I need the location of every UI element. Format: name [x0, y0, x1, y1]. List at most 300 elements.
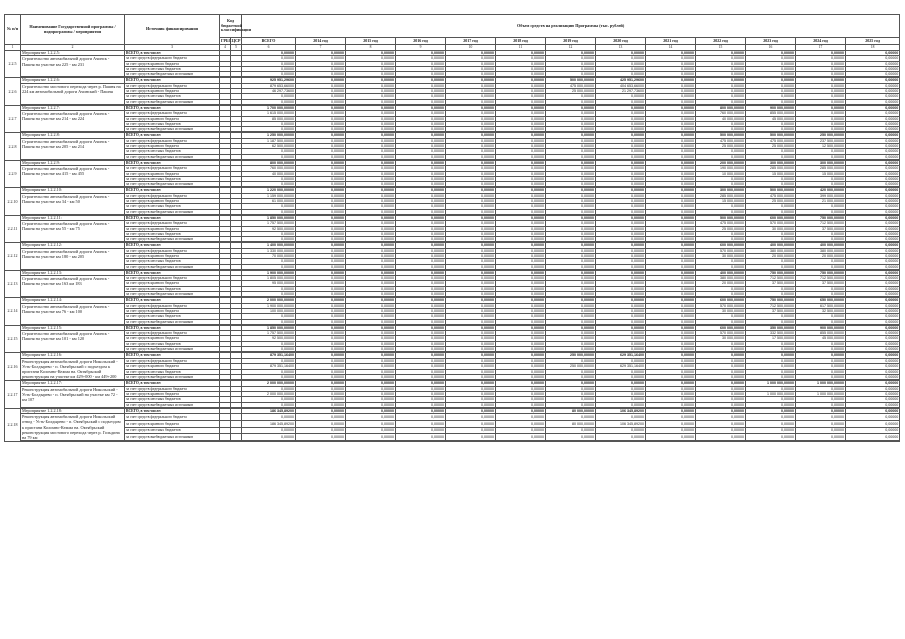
year-value: 0,00000 — [496, 133, 546, 138]
year-value: 0,00000 — [296, 281, 346, 286]
column-number: 15 — [696, 45, 746, 51]
year-value: 0,00000 — [446, 292, 496, 297]
year-value: 0,00000 — [346, 374, 396, 379]
year-value: 380 000,00000 — [696, 276, 746, 281]
year-value: 0,00000 — [496, 160, 546, 165]
funding-source: за счет средств федерального бюджета — [125, 83, 220, 88]
table-row — [5, 420, 900, 427]
year-value: 0,00000 — [696, 237, 746, 242]
total-value: 61 000,00000 — [242, 199, 296, 204]
year-value: 0,00000 — [296, 149, 346, 154]
year-value: 0,00000 — [646, 248, 696, 253]
year-value: 0,00000 — [646, 226, 696, 231]
year-value: 0,00000 — [546, 182, 596, 187]
year-value: 0,00000 — [646, 149, 696, 154]
year-value: 0,00000 — [796, 374, 846, 379]
year-value: 570 000,00000 — [696, 331, 746, 336]
year-value: 250 000,00000 — [546, 353, 596, 358]
year-value: 0,00000 — [396, 199, 446, 204]
funding-source: за счет средств краевого бюджета — [125, 253, 220, 258]
year-value: 0,00000 — [546, 116, 596, 121]
year-value: 0,00000 — [546, 427, 596, 434]
total-value: 0,00000 — [242, 121, 296, 126]
year-value: 0,00000 — [346, 144, 396, 149]
year-value: 0,00000 — [496, 381, 546, 386]
year-value: 0,00000 — [496, 94, 546, 99]
year-value: 21 000,00000 — [796, 199, 846, 204]
funding-source: за счет средств местных бюджетов — [125, 204, 220, 209]
year-value: 0,00000 — [446, 420, 496, 427]
year-value: 0,00000 — [646, 336, 696, 341]
year-value: 0,00000 — [346, 264, 396, 269]
year-value: 0,00000 — [296, 319, 346, 324]
document-page — [4, 14, 899, 442]
year-value: 0,00000 — [846, 144, 900, 149]
year-value: 0,00000 — [646, 374, 696, 379]
year-value: 855 000,00000 — [796, 331, 846, 336]
year-value: 300 000,00000 — [746, 160, 796, 165]
year-value: 0,00000 — [596, 188, 646, 193]
year-value: 0,00000 — [546, 160, 596, 165]
year-value: 0,00000 — [396, 56, 446, 61]
year-value: 0,00000 — [796, 78, 846, 83]
year-value: 0,00000 — [596, 127, 646, 132]
total-value: 1 757 500,00000 — [242, 331, 296, 336]
year-value: 0,00000 — [796, 386, 846, 391]
year-value: 1 000 000,00000 — [746, 381, 796, 386]
year-value: 0,00000 — [396, 308, 446, 313]
year-value: 0,00000 — [646, 298, 696, 303]
funding-source: за счет средств внебюджетных источников — [125, 154, 220, 159]
year-value: 1 000 000,00000 — [796, 392, 846, 397]
year-value: 0,00000 — [546, 336, 596, 341]
year-value: 0,00000 — [746, 99, 796, 104]
year-value: 0,00000 — [846, 127, 900, 132]
year-value: 0,00000 — [596, 341, 646, 346]
year-value: 0,00000 — [446, 176, 496, 181]
year-value: 0,00000 — [846, 341, 900, 346]
year-value: 37 500,00000 — [746, 281, 796, 286]
total-value: 40 000,00000 — [242, 171, 296, 176]
year-value: 0,00000 — [296, 414, 346, 421]
total-value: 1 900 000,00000 — [242, 270, 296, 275]
year-value: 0,00000 — [346, 325, 396, 330]
year-value: 0,00000 — [346, 166, 396, 171]
csr-cell — [231, 434, 242, 441]
year-value: 0,00000 — [296, 160, 346, 165]
year-value: 0,00000 — [546, 392, 596, 397]
header-row-main — [5, 15, 900, 38]
year-value: 0,00000 — [846, 420, 900, 427]
year-value: 0,00000 — [396, 369, 446, 374]
funding-source: за счет средств местных бюджетов — [125, 176, 220, 181]
year-value: 0,00000 — [446, 94, 496, 99]
year-value: 0,00000 — [396, 243, 446, 248]
funding-source: за счет средств федерального бюджета — [125, 193, 220, 198]
total-value: 1 250 000,00000 — [242, 133, 296, 138]
year-value: 0,00000 — [846, 204, 900, 209]
column-number: 9 — [396, 45, 446, 51]
year-value: 0,00000 — [546, 188, 596, 193]
year-value: 0,00000 — [396, 127, 446, 132]
year-value: 190 000,00000 — [696, 166, 746, 171]
year-value: 0,00000 — [696, 434, 746, 441]
year-value: 0,00000 — [496, 89, 546, 94]
total-value: 0,00000 — [242, 358, 296, 363]
funding-source: за счет средств местных бюджетов — [125, 149, 220, 154]
year-value: 0,00000 — [296, 166, 346, 171]
year-value: 10 000,00000 — [696, 171, 746, 176]
year-value: 400 000,00000 — [796, 243, 846, 248]
year-value: 0,00000 — [346, 231, 396, 236]
year-value: 0,00000 — [396, 331, 446, 336]
year-value: 0,00000 — [396, 204, 446, 209]
year-value: 0,00000 — [446, 402, 496, 407]
year-value: 0,00000 — [846, 408, 900, 413]
funding-source: ВСЕГО, в том числе: — [125, 105, 220, 110]
year-value: 0,00000 — [496, 253, 546, 258]
year-value: 0,00000 — [796, 149, 846, 154]
year-value: 0,00000 — [546, 72, 596, 77]
total-value: 879 351,16400 — [242, 364, 296, 369]
year-value: 0,00000 — [596, 358, 646, 363]
year-value: 0,00000 — [596, 392, 646, 397]
year-value: 0,00000 — [446, 248, 496, 253]
year-value: 0,00000 — [446, 89, 496, 94]
year-value: 0,00000 — [496, 66, 546, 71]
year-value: 0,00000 — [546, 264, 596, 269]
year-value: 0,00000 — [346, 364, 396, 369]
year-value: 0,00000 — [746, 149, 796, 154]
year-value: 0,00000 — [396, 286, 446, 291]
year-value: 0,00000 — [646, 133, 696, 138]
year-value: 0,00000 — [646, 209, 696, 214]
year-value: 0,00000 — [696, 381, 746, 386]
year-value: 0,00000 — [746, 364, 796, 369]
year-value: 399 000,00000 — [796, 193, 846, 198]
year-value: 0,00000 — [696, 314, 746, 319]
year-value: 0,00000 — [446, 276, 496, 281]
year-value: 0,00000 — [296, 248, 346, 253]
funding-source: за счет средств федерального бюджета — [125, 358, 220, 363]
year-value: 0,00000 — [696, 364, 746, 369]
year-value: 0,00000 — [346, 99, 396, 104]
year-value: 0,00000 — [596, 325, 646, 330]
year-value: 0,00000 — [496, 61, 546, 66]
total-value: 0,00000 — [242, 56, 296, 61]
year-value: 0,00000 — [646, 402, 696, 407]
year-value: 0,00000 — [446, 374, 496, 379]
funding-source: за счет средств краевого бюджета — [125, 281, 220, 286]
year-value: 0,00000 — [346, 111, 396, 116]
total-value: 0,00000 — [242, 414, 296, 421]
year-value: 0,00000 — [596, 253, 646, 258]
year-value: 0,00000 — [596, 121, 646, 126]
year-value: 0,00000 — [746, 420, 796, 427]
year-value: 0,00000 — [446, 392, 496, 397]
total-value: 1 220 000,00000 — [242, 188, 296, 193]
year-value: 0,00000 — [846, 215, 900, 220]
column-number: 16 — [746, 45, 796, 51]
header-year: 2025 год — [846, 38, 900, 45]
year-value: 0,00000 — [396, 231, 446, 236]
year-value: 0,00000 — [746, 414, 796, 421]
event-title: Реконструкция автомобильной дороги Никольский - Усть-Болдырево - п. Октябрьский на участке км 72 - км 107 — [21, 386, 125, 407]
year-value: 0,00000 — [646, 193, 696, 198]
year-value: 0,00000 — [346, 204, 396, 209]
header-funds: Объем средств на реализацию Программы (тыс. рублей) — [242, 15, 900, 38]
year-value: 0,00000 — [346, 336, 396, 341]
year-value: 0,00000 — [796, 420, 846, 427]
year-value: 0,00000 — [696, 99, 746, 104]
year-value: 0,00000 — [496, 427, 546, 434]
year-value: 0,00000 — [296, 259, 346, 264]
event-label: Мероприятие 1.2.2.13: — [21, 270, 125, 275]
year-value: 0,00000 — [446, 61, 496, 66]
year-value: 0,00000 — [446, 303, 496, 308]
funding-source: за счет средств краевого бюджета — [125, 226, 220, 231]
total-value: 2 000 000,00000 — [242, 298, 296, 303]
year-value: 30 000,00000 — [696, 253, 746, 258]
year-value: 750 000,00000 — [746, 298, 796, 303]
event-label: Мероприятие 1.2.2.11: — [21, 215, 125, 220]
year-value: 0,00000 — [646, 78, 696, 83]
year-value: 0,00000 — [546, 144, 596, 149]
year-value: 0,00000 — [446, 193, 496, 198]
year-value: 0,00000 — [446, 51, 496, 56]
year-value: 0,00000 — [296, 226, 346, 231]
year-value: 0,00000 — [696, 408, 746, 413]
year-value: 0,00000 — [396, 166, 446, 171]
year-value: 0,00000 — [646, 182, 696, 187]
year-value: 0,00000 — [296, 276, 346, 281]
year-value: 0,00000 — [346, 127, 396, 132]
year-value: 0,00000 — [346, 292, 396, 297]
funding-source: за счет средств краевого бюджета — [125, 199, 220, 204]
year-value: 600 000,00000 — [696, 298, 746, 303]
year-value: 0,00000 — [296, 237, 346, 242]
year-value: 0,00000 — [646, 397, 696, 402]
year-value: 285 000,00000 — [796, 166, 846, 171]
year-value: 0,00000 — [546, 237, 596, 242]
year-value: 20 000,00000 — [746, 253, 796, 258]
year-value: 0,00000 — [296, 105, 346, 110]
year-value: 600 000,00000 — [696, 243, 746, 248]
year-value: 0,00000 — [496, 237, 546, 242]
year-value: 0,00000 — [846, 253, 900, 258]
year-value: 0,00000 — [596, 319, 646, 324]
event-title: Строительство автомобильной дороги Ачинск - Пашня на участке км 180 - км 205 — [21, 248, 125, 269]
year-value: 0,00000 — [746, 402, 796, 407]
year-value: 0,00000 — [346, 408, 396, 413]
year-value: 0,00000 — [346, 434, 396, 441]
year-value: 0,00000 — [846, 353, 900, 358]
year-value: 237 500,00000 — [796, 138, 846, 143]
event-title: Строительство автомобильной дороги Ачинск - Пашня на участке км 163 км 183 — [21, 276, 125, 297]
year-value: 0,00000 — [746, 72, 796, 77]
total-value: 1 159 000,00000 — [242, 193, 296, 198]
column-number: 13 — [596, 45, 646, 51]
year-value: 0,00000 — [796, 347, 846, 352]
year-value: 0,00000 — [596, 243, 646, 248]
year-value: 0,00000 — [296, 83, 346, 88]
funding-source: за счет средств внебюджетных источников — [125, 99, 220, 104]
year-value: 0,00000 — [696, 420, 746, 427]
year-value: 0,00000 — [396, 188, 446, 193]
year-value: 475 000,00000 — [746, 138, 796, 143]
year-value: 855 000,00000 — [746, 111, 796, 116]
year-value: 0,00000 — [596, 298, 646, 303]
year-value: 332 500,00000 — [746, 331, 796, 336]
year-value: 25 000,00000 — [746, 144, 796, 149]
year-value: 420 000,00000 — [796, 188, 846, 193]
column-number: 18 — [846, 45, 900, 51]
year-value: 0,00000 — [346, 414, 396, 421]
year-value: 0,00000 — [596, 133, 646, 138]
year-value: 0,00000 — [446, 99, 496, 104]
year-value: 0,00000 — [296, 221, 346, 226]
year-value: 0,00000 — [446, 427, 496, 434]
total-value: 0,00000 — [242, 319, 296, 324]
year-value: 0,00000 — [846, 160, 900, 165]
year-value: 0,00000 — [346, 226, 396, 231]
year-value: 0,00000 — [496, 347, 546, 352]
year-value: 0,00000 — [746, 264, 796, 269]
year-value: 0,00000 — [396, 434, 446, 441]
column-number: 8 — [346, 45, 396, 51]
year-value: 0,00000 — [846, 314, 900, 319]
year-value: 0,00000 — [846, 434, 900, 441]
year-value: 0,00000 — [846, 193, 900, 198]
funding-source: за счет средств федерального бюджета — [125, 386, 220, 391]
year-value: 106 345,89200 — [596, 420, 646, 427]
column-number: 14 — [646, 45, 696, 51]
year-value: 0,00000 — [596, 331, 646, 336]
year-value: 0,00000 — [446, 253, 496, 258]
year-value: 0,00000 — [546, 215, 596, 220]
year-value: 0,00000 — [846, 231, 900, 236]
total-value: 0,00000 — [242, 182, 296, 187]
year-value: 0,00000 — [746, 176, 796, 181]
funding-source: за счет средств краевого бюджета — [125, 392, 220, 397]
year-value: 0,00000 — [446, 72, 496, 77]
year-value: 45 000,00000 — [796, 336, 846, 341]
year-value: 0,00000 — [846, 94, 900, 99]
funding-source: за счет средств федерального бюджета — [125, 331, 220, 336]
year-value: 712 500,00000 — [796, 221, 846, 226]
year-value: 0,00000 — [646, 325, 696, 330]
year-value: 80 000,00000 — [546, 420, 596, 427]
year-value: 0,00000 — [346, 193, 396, 198]
year-value: 0,00000 — [346, 358, 396, 363]
year-value: 0,00000 — [546, 248, 596, 253]
total-value: 0,00000 — [242, 286, 296, 291]
year-value: 0,00000 — [646, 56, 696, 61]
header-year: 2018 год — [496, 38, 546, 45]
year-value: 0,00000 — [596, 237, 646, 242]
total-value: 0,00000 — [242, 154, 296, 159]
event-title: Строительство мостового перехода через р. Пашня на 224 км автомобильной дороги Ачинский - Пашня — [21, 83, 125, 104]
year-value: 0,00000 — [746, 154, 796, 159]
event-label: Мероприятие 1.2.2.9: — [21, 160, 125, 165]
year-value: 712 500,00000 — [746, 303, 796, 308]
year-value: 0,00000 — [396, 138, 446, 143]
year-value: 0,00000 — [696, 121, 746, 126]
table-row — [5, 434, 900, 441]
year-value: 0,00000 — [396, 215, 446, 220]
year-value: 0,00000 — [596, 204, 646, 209]
year-value: 0,00000 — [496, 111, 546, 116]
funding-source: ВСЕГО, в том числе: — [125, 243, 220, 248]
year-value: 0,00000 — [596, 144, 646, 149]
year-value: 0,00000 — [596, 61, 646, 66]
event-title: Строительство автомобильной дороги Ачинск - Пашня на участке км 214 - км 224 — [21, 111, 125, 132]
year-value: 0,00000 — [446, 209, 496, 214]
total-value: 100 000,00000 — [242, 308, 296, 313]
year-value: 0,00000 — [746, 209, 796, 214]
year-value: 0,00000 — [796, 358, 846, 363]
funding-source: за счет средств федерального бюджета — [125, 248, 220, 253]
year-value: 0,00000 — [796, 434, 846, 441]
total-value: 0,00000 — [242, 427, 296, 434]
total-value: 1 757 500,00000 — [242, 221, 296, 226]
year-value: 200 000,00000 — [696, 160, 746, 165]
year-value: 0,00000 — [396, 270, 446, 275]
year-value: 0,00000 — [346, 171, 396, 176]
year-value: 0,00000 — [346, 94, 396, 99]
year-value: 0,00000 — [446, 336, 496, 341]
year-value: 0,00000 — [796, 204, 846, 209]
year-value: 0,00000 — [696, 83, 746, 88]
year-value: 0,00000 — [846, 209, 900, 214]
event-title: Строительство автомобильной дороги Ачинск - Пашня на участке км 415 - км 455 — [21, 166, 125, 187]
year-value: 0,00000 — [546, 56, 596, 61]
year-value: 0,00000 — [446, 243, 496, 248]
year-value: 0,00000 — [396, 154, 446, 159]
year-value: 0,00000 — [296, 138, 346, 143]
funding-source: за счет средств внебюджетных источников — [125, 182, 220, 187]
year-value: 37 500,00000 — [746, 308, 796, 313]
year-value: 0,00000 — [446, 171, 496, 176]
year-value: 0,00000 — [496, 226, 546, 231]
year-value: 0,00000 — [396, 116, 446, 121]
year-value: 0,00000 — [746, 78, 796, 83]
year-value: 0,00000 — [646, 381, 696, 386]
total-value: 1 850 000,00000 — [242, 325, 296, 330]
year-value: 0,00000 — [796, 56, 846, 61]
csr-cell — [231, 414, 242, 421]
year-value: 25 000,00000 — [746, 199, 796, 204]
year-value: 0,00000 — [396, 303, 446, 308]
year-value: 0,00000 — [846, 286, 900, 291]
year-value: 0,00000 — [696, 319, 746, 324]
year-value: 0,00000 — [846, 243, 900, 248]
total-value: 186 345,89200 — [242, 408, 296, 413]
year-value: 0,00000 — [396, 209, 446, 214]
funding-source: за счет средств местных бюджетов — [125, 369, 220, 374]
year-value: 0,00000 — [396, 259, 446, 264]
year-value: 0,00000 — [646, 341, 696, 346]
year-value: 0,00000 — [846, 347, 900, 352]
year-value: 25 000,00000 — [696, 144, 746, 149]
year-value: 0,00000 — [446, 414, 496, 421]
funding-source: за счет средств местных бюджетов — [125, 94, 220, 99]
year-value: 0,00000 — [596, 221, 646, 226]
year-value: 0,00000 — [546, 314, 596, 319]
year-value: 0,00000 — [546, 276, 596, 281]
year-value: 0,00000 — [696, 89, 746, 94]
year-value: 0,00000 — [796, 209, 846, 214]
